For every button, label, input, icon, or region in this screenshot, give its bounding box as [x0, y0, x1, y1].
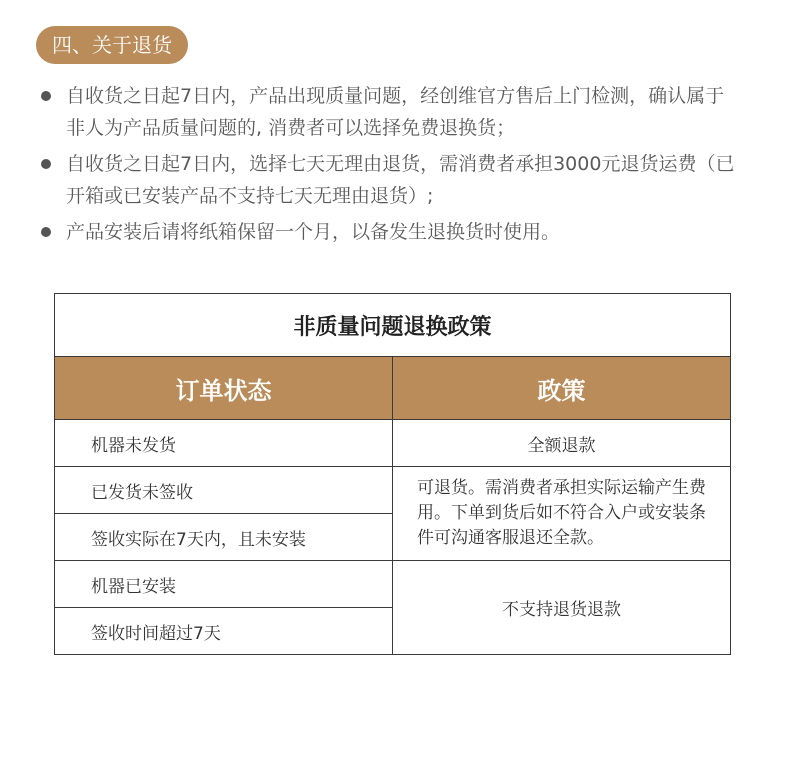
status-cell: 机器已安装	[55, 561, 393, 608]
header-order-status: 订单状态	[55, 357, 393, 420]
policy-cell: 全额退款	[393, 420, 731, 467]
notes-list	[38, 80, 738, 252]
table-row	[55, 467, 731, 514]
note-text: 产品安装后请将纸箱保留一个月，以备发生退换货时使用。	[66, 221, 561, 243]
bullet-icon	[41, 159, 51, 169]
note-text: 自收货之日起7日内，选择七天无理由退货，需消费者承担3000元退货运费（已开箱或已安装产品不支持七天无理由退货）;	[66, 153, 735, 207]
status-cell: 机器未发货	[55, 420, 393, 467]
policy-table	[54, 293, 731, 655]
policy-cell: 不支持退货退款	[393, 561, 731, 655]
bullet-icon	[41, 227, 51, 237]
note-text: 自收货之日起7日内，产品出现质量问题，经创维官方售后上门检测，确认属于非人为产品质量问题的, 消费者可以选择免费退换货；	[66, 85, 725, 139]
note-item	[38, 216, 738, 248]
section-badge: 四、关于退货	[36, 26, 188, 64]
policy-cell: 可退货。需消费者承担实际运输产生费用。下单到货后如不符合入户或安装条件可沟通客服退还全款。	[393, 467, 731, 561]
status-cell: 签收时间超过7天	[55, 608, 393, 655]
bullet-icon	[41, 91, 51, 101]
table-title: 非质量问题退换政策	[55, 294, 731, 357]
table-row	[55, 420, 731, 467]
table-row	[55, 561, 731, 608]
status-cell: 已发货未签收	[55, 467, 393, 514]
note-item	[38, 148, 738, 212]
status-cell: 签收实际在7天内，且未安装	[55, 514, 393, 561]
note-item	[38, 80, 738, 144]
header-policy: 政策	[393, 357, 731, 420]
